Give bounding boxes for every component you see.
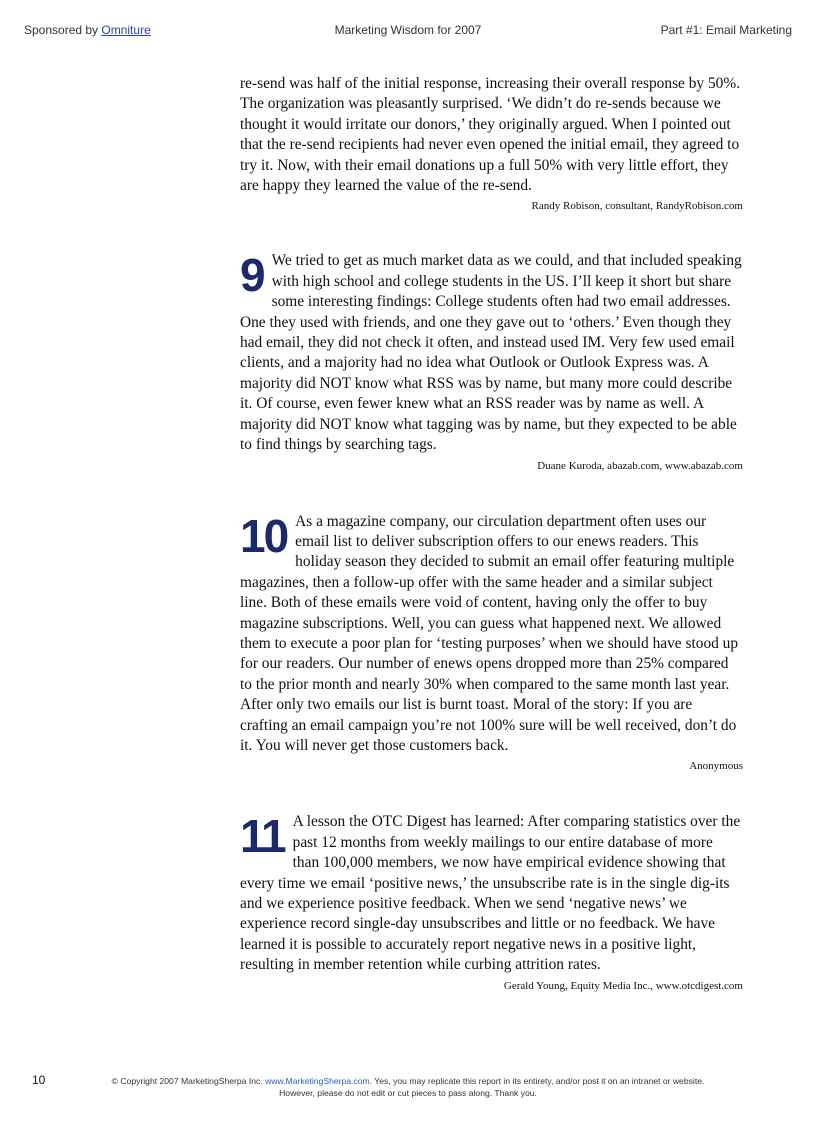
part-label: Part #1: Email Marketing (660, 23, 792, 37)
tip-text: re-send was half of the initial response, increasing their overall response by 50%. The organization was pleasantly surprised. ‘We didn’t do re-sends because we thought it would irritate our donors,’ they originally argued. When I pointed out that the re-send recipients had never even opened the initial email, they agreed to try it. Now, with their email donations up a full 50% with very little effort, they are happy they learned the value of the re-send. (240, 75, 741, 195)
copyright-link[interactable]: www.MarketingSherpa.com (265, 1076, 370, 1086)
tip-number: 11 (240, 810, 285, 863)
report-title: Marketing Wisdom for 2007 (334, 23, 482, 37)
tip-text (240, 251, 743, 455)
copyright-line2: However, please do not edit or cut pieces to pass along. Thank you. (279, 1088, 537, 1098)
tip-attribution: Gerald Young, Equity Media Inc., www.otcdigest.com (503, 979, 743, 992)
copyright-line1-rest: . Yes, you may replicate this report in its entirety, and/or post it on an intranet or website. (369, 1076, 705, 1086)
tip-section-continued (240, 74, 743, 213)
tip-text (240, 509, 743, 757)
main-content (240, 74, 743, 993)
copyright-prefix: © Copyright 2007 MarketingSherpa Inc. (111, 1076, 266, 1086)
tip-attribution: Anonymous (689, 760, 743, 773)
page-header (24, 23, 792, 39)
sponsor-link[interactable]: Omniture (101, 23, 151, 37)
tip-section-11 (240, 812, 743, 992)
page-number: 10 (32, 1073, 46, 1087)
sponsor-prefix: Sponsored by (24, 23, 102, 37)
tip-section-9 (240, 251, 743, 472)
tip-attribution: Randy Robison, consultant, RandyRobison.com (531, 200, 743, 213)
tip-number: 10 (240, 509, 288, 562)
tip-attribution: Duane Kuroda, abazab.com, www.abazab.com (537, 459, 743, 472)
copyright-notice (84, 1075, 732, 1099)
tip-section-10 (240, 509, 743, 774)
tip-body: As a magazine company, our circulation department often uses our email list to deliver subscription offers to our enews readers. This holiday season they decided to submit an email offer featuring multiple magazines, then a follow-up offer with the same header and a similar subject line. Both of these emails were void of content, having only the offer to buy magazine subscriptions. Well, you can guess what happened next. We allowed them to execute a poor plan for ‘testing purposes’ when we should have stood up for our readers. Our number of enews opens dropped more than 25% compared to the prior month and nearly 30% when compared to the same month last year. After only two emails our list is burnt toast. Moral of the story: If you are crafting an email campaign you’re not 100% sure will be well received, don’t do it. You will never get those customers back. (240, 512, 739, 754)
tip-text (240, 812, 743, 975)
tip-body: We tried to get as much market data as we could, and that included speaking with high school and college students in the US. I’ll keep it short but share some interesting findings: College students often had two email addresses. One they used with friends, and one they gave out to ‘others.’ Even though they had email, they did not check it often, and instead used IM. Very few used email clients, and a majority had no idea what Outlook or Outlook Express was. A majority did NOT know what RSS was by name, but many more could describe it. Of course, even fewer knew what an RSS reader was by name as well. A majority did NOT know what tagging was by name, but they expected to be able to find things by searching tags. (240, 252, 742, 454)
tip-body: A lesson the OTC Digest has learned: After comparing statistics over the past 12 months from weekly mailings to our entire database of more than 100,000 members, we now have empirical evidence showing that every time we email ‘positive news,’ the unsubscribe rate is in the single dig-its and we experience positive feedback. When we send ‘negative news’ we experience record single-day unsubscribes and little or no feedback. We have learned it is possible to accurately report negative news in a positive light, resulting in member retention while curbing attrition rates. (240, 813, 741, 974)
tip-number: 9 (240, 249, 264, 302)
